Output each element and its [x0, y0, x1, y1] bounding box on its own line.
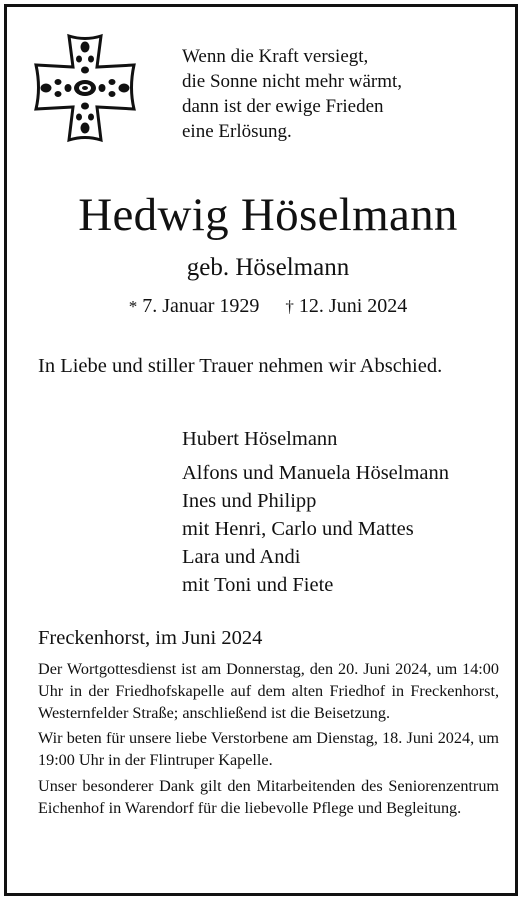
notice-paragraph: Der Wortgottesdienst ist am Donnerstag, den 20. Juni 2024, um 14:00 Uhr in der Friedhofskapelle auf dem alten Friedhof in Freckenhorst, Westernfelder Straße; anschließend ist die Beisetzung.: [38, 660, 499, 722]
birth-star-icon: *: [128, 297, 138, 316]
service-notices: [38, 659, 499, 824]
mourner-name: Lara und Andi: [182, 546, 301, 568]
poem-line: die Sonne nicht mehr wärmt,: [182, 71, 403, 92]
poem-line: eine Erlösung.: [182, 121, 292, 142]
birth-name: geb. Höselmann: [186, 254, 350, 281]
mourner-name: Alfons und Manuela Höselmann: [182, 462, 450, 484]
poem-line: dann ist der ewige Frieden: [182, 96, 384, 117]
mourner-name: mit Toni und Fiete: [182, 574, 334, 596]
deceased-name: Hedwig Höselmann: [78, 189, 458, 241]
death-date: 12. Juni 2024: [298, 295, 408, 317]
mourners-list: [182, 425, 449, 599]
mourner-name: Hubert Höselmann: [182, 428, 338, 450]
mourner-name: mit Henri, Carlo und Mattes: [182, 518, 414, 540]
farewell-text: In Liebe und stiller Trauer nehmen wir Abschied.: [38, 355, 443, 377]
poem: [182, 44, 402, 144]
obituary-notice: [4, 4, 518, 896]
jeweled-cross-icon: [33, 33, 137, 143]
death-dagger-icon: †: [285, 297, 294, 316]
place-date: Freckenhorst, im Juni 2024: [38, 627, 263, 649]
notice-paragraph: Wir beten für unsere liebe Verstorbene am Dienstag, 18. Juni 2024, um 19:00 Uhr in der Flintruper Kapelle.: [38, 729, 499, 770]
notice-paragraph: Unser besonderer Dank gilt den Mitarbeitenden des Seniorenzentrum Eichenhof in Warendorf für die liebevolle Pflege und Begleitung.: [38, 776, 499, 817]
birth-date: 7. Januar 1929: [142, 295, 260, 317]
mourner-name: Ines und Philipp: [182, 490, 317, 512]
life-dates: [7, 293, 522, 320]
poem-line: Wenn die Kraft versiegt,: [182, 46, 369, 67]
